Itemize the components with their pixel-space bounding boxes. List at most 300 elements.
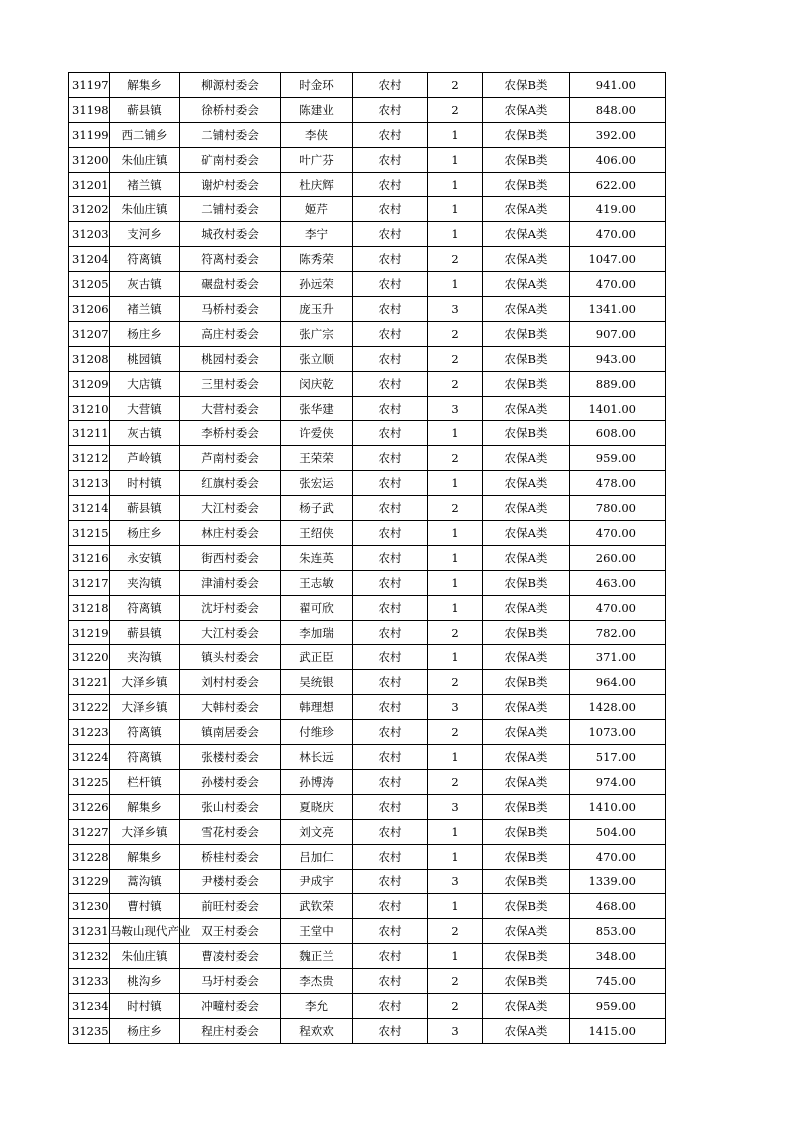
household-count-cell: 3 <box>428 1018 483 1043</box>
amount-cell: 941.00 <box>570 73 666 98</box>
amount-cell: 853.00 <box>570 919 666 944</box>
household-count-cell: 2 <box>428 769 483 794</box>
amount-cell: 1073.00 <box>570 720 666 745</box>
amount-cell: 959.00 <box>570 993 666 1018</box>
name-cell: 翟可欣 <box>281 595 353 620</box>
town-cell: 桃园镇 <box>110 346 180 371</box>
town-cell: 解集乡 <box>110 73 180 98</box>
village-cell: 三里村委会 <box>180 371 281 396</box>
name-cell: 李加瑞 <box>281 620 353 645</box>
household-count-cell: 1 <box>428 172 483 197</box>
household-count-cell: 3 <box>428 396 483 421</box>
amount-cell: 780.00 <box>570 496 666 521</box>
household-count-cell: 2 <box>428 446 483 471</box>
row-number-cell: 31226 <box>69 794 110 819</box>
amount-cell: 622.00 <box>570 172 666 197</box>
table-row <box>69 446 666 471</box>
village-cell: 沈圩村委会 <box>180 595 281 620</box>
category-cell: 农保B类 <box>483 371 570 396</box>
town-cell: 朱仙庄镇 <box>110 197 180 222</box>
name-cell: 李杰贵 <box>281 969 353 994</box>
row-number-cell: 31217 <box>69 570 110 595</box>
household-count-cell: 1 <box>428 197 483 222</box>
row-number-cell: 31213 <box>69 471 110 496</box>
amount-cell: 1410.00 <box>570 794 666 819</box>
town-cell: 蕲县镇 <box>110 97 180 122</box>
table-row <box>69 222 666 247</box>
row-number-cell: 31220 <box>69 645 110 670</box>
name-cell: 韩理想 <box>281 695 353 720</box>
household-count-cell: 2 <box>428 919 483 944</box>
row-number-cell: 31206 <box>69 297 110 322</box>
town-cell: 芦岭镇 <box>110 446 180 471</box>
household-count-cell: 1 <box>428 272 483 297</box>
amount-cell: 1047.00 <box>570 247 666 272</box>
amount-cell: 470.00 <box>570 222 666 247</box>
area-cell: 农村 <box>353 446 428 471</box>
name-cell: 吕加仁 <box>281 844 353 869</box>
town-cell: 夹沟镇 <box>110 570 180 595</box>
town-cell: 灰古镇 <box>110 421 180 446</box>
area-cell: 农村 <box>353 222 428 247</box>
category-cell: 农保B类 <box>483 894 570 919</box>
village-cell: 徐桥村委会 <box>180 97 281 122</box>
household-count-cell: 2 <box>428 97 483 122</box>
household-count-cell: 1 <box>428 894 483 919</box>
area-cell: 农村 <box>353 720 428 745</box>
household-count-cell: 2 <box>428 371 483 396</box>
town-cell: 马鞍山现代产业 <box>110 919 180 944</box>
household-count-cell: 2 <box>428 670 483 695</box>
category-cell: 农保B类 <box>483 620 570 645</box>
household-count-cell: 1 <box>428 421 483 446</box>
area-cell: 农村 <box>353 197 428 222</box>
village-cell: 镇头村委会 <box>180 645 281 670</box>
amount-cell: 848.00 <box>570 97 666 122</box>
category-cell: 农保B类 <box>483 794 570 819</box>
area-cell: 农村 <box>353 73 428 98</box>
category-cell: 农保B类 <box>483 346 570 371</box>
village-cell: 前旺村委会 <box>180 894 281 919</box>
household-count-cell: 1 <box>428 570 483 595</box>
area-cell: 农村 <box>353 421 428 446</box>
table-row <box>69 147 666 172</box>
name-cell: 李宁 <box>281 222 353 247</box>
area-cell: 农村 <box>353 321 428 346</box>
town-cell: 永安镇 <box>110 545 180 570</box>
household-count-cell: 2 <box>428 720 483 745</box>
name-cell: 闵庆乾 <box>281 371 353 396</box>
category-cell: 农保A类 <box>483 545 570 570</box>
amount-cell: 260.00 <box>570 545 666 570</box>
town-cell: 符离镇 <box>110 745 180 770</box>
category-cell: 农保A类 <box>483 695 570 720</box>
name-cell: 王荣荣 <box>281 446 353 471</box>
household-count-cell: 3 <box>428 869 483 894</box>
table-row <box>69 122 666 147</box>
table-row <box>69 570 666 595</box>
name-cell: 陈秀荣 <box>281 247 353 272</box>
category-cell: 农保B类 <box>483 969 570 994</box>
category-cell: 农保B类 <box>483 844 570 869</box>
table-row <box>69 521 666 546</box>
area-cell: 农村 <box>353 595 428 620</box>
category-cell: 农保A类 <box>483 919 570 944</box>
name-cell: 武正臣 <box>281 645 353 670</box>
row-number-cell: 31230 <box>69 894 110 919</box>
table-row <box>69 371 666 396</box>
town-cell: 褚兰镇 <box>110 297 180 322</box>
village-cell: 津浦村委会 <box>180 570 281 595</box>
amount-cell: 371.00 <box>570 645 666 670</box>
row-number-cell: 31231 <box>69 919 110 944</box>
row-number-cell: 31205 <box>69 272 110 297</box>
village-cell: 大营村委会 <box>180 396 281 421</box>
table-row <box>69 993 666 1018</box>
name-cell: 李侠 <box>281 122 353 147</box>
household-count-cell: 1 <box>428 147 483 172</box>
area-cell: 农村 <box>353 844 428 869</box>
household-count-cell: 3 <box>428 794 483 819</box>
name-cell: 姬芹 <box>281 197 353 222</box>
name-cell: 许爱侠 <box>281 421 353 446</box>
table-row <box>69 844 666 869</box>
village-cell: 马桥村委会 <box>180 297 281 322</box>
town-cell: 蒿沟镇 <box>110 869 180 894</box>
village-cell: 矿南村委会 <box>180 147 281 172</box>
village-cell: 程庄村委会 <box>180 1018 281 1043</box>
name-cell: 刘文亮 <box>281 819 353 844</box>
row-number-cell: 31223 <box>69 720 110 745</box>
town-cell: 大泽乡镇 <box>110 670 180 695</box>
amount-cell: 943.00 <box>570 346 666 371</box>
area-cell: 农村 <box>353 147 428 172</box>
village-cell: 桃园村委会 <box>180 346 281 371</box>
village-cell: 林庄村委会 <box>180 521 281 546</box>
area-cell: 农村 <box>353 122 428 147</box>
village-cell: 大韩村委会 <box>180 695 281 720</box>
category-cell: 农保B类 <box>483 819 570 844</box>
row-number-cell: 31210 <box>69 396 110 421</box>
table-row <box>69 769 666 794</box>
data-table <box>68 72 666 1044</box>
household-count-cell: 1 <box>428 471 483 496</box>
town-cell: 栏杆镇 <box>110 769 180 794</box>
household-count-cell: 3 <box>428 297 483 322</box>
village-cell: 双王村委会 <box>180 919 281 944</box>
area-cell: 农村 <box>353 919 428 944</box>
category-cell: 农保B类 <box>483 73 570 98</box>
category-cell: 农保B类 <box>483 869 570 894</box>
table-row <box>69 545 666 570</box>
town-cell: 大泽乡镇 <box>110 819 180 844</box>
amount-cell: 463.00 <box>570 570 666 595</box>
amount-cell: 478.00 <box>570 471 666 496</box>
table-row <box>69 172 666 197</box>
household-count-cell: 2 <box>428 346 483 371</box>
area-cell: 农村 <box>353 894 428 919</box>
village-cell: 雪花村委会 <box>180 819 281 844</box>
area-cell: 农村 <box>353 794 428 819</box>
village-cell: 马圩村委会 <box>180 969 281 994</box>
name-cell: 魏正兰 <box>281 944 353 969</box>
amount-cell: 1401.00 <box>570 396 666 421</box>
row-number-cell: 31235 <box>69 1018 110 1043</box>
name-cell: 朱连英 <box>281 545 353 570</box>
area-cell: 农村 <box>353 172 428 197</box>
household-count-cell: 1 <box>428 545 483 570</box>
table-row <box>69 969 666 994</box>
town-cell: 符离镇 <box>110 720 180 745</box>
table-row <box>69 321 666 346</box>
name-cell: 陈建业 <box>281 97 353 122</box>
name-cell: 付维珍 <box>281 720 353 745</box>
amount-cell: 419.00 <box>570 197 666 222</box>
area-cell: 农村 <box>353 297 428 322</box>
amount-cell: 406.00 <box>570 147 666 172</box>
category-cell: 农保A类 <box>483 993 570 1018</box>
town-cell: 大营镇 <box>110 396 180 421</box>
town-cell: 解集乡 <box>110 794 180 819</box>
village-cell: 镇南居委会 <box>180 720 281 745</box>
area-cell: 农村 <box>353 371 428 396</box>
area-cell: 农村 <box>353 944 428 969</box>
town-cell: 桃沟乡 <box>110 969 180 994</box>
name-cell: 杨子武 <box>281 496 353 521</box>
area-cell: 农村 <box>353 645 428 670</box>
row-number-cell: 31219 <box>69 620 110 645</box>
name-cell: 孙远荣 <box>281 272 353 297</box>
village-cell: 大江村委会 <box>180 496 281 521</box>
name-cell: 张宏运 <box>281 471 353 496</box>
category-cell: 农保A类 <box>483 297 570 322</box>
category-cell: 农保B类 <box>483 321 570 346</box>
area-cell: 农村 <box>353 869 428 894</box>
household-count-cell: 1 <box>428 521 483 546</box>
row-number-cell: 31203 <box>69 222 110 247</box>
row-number-cell: 31229 <box>69 869 110 894</box>
amount-cell: 964.00 <box>570 670 666 695</box>
table-body <box>69 73 666 1044</box>
category-cell: 农保A类 <box>483 247 570 272</box>
name-cell: 张华建 <box>281 396 353 421</box>
category-cell: 农保A类 <box>483 471 570 496</box>
town-cell: 大店镇 <box>110 371 180 396</box>
area-cell: 农村 <box>353 969 428 994</box>
town-cell: 蕲县镇 <box>110 496 180 521</box>
category-cell: 农保A类 <box>483 1018 570 1043</box>
area-cell: 农村 <box>353 993 428 1018</box>
table-row <box>69 944 666 969</box>
row-number-cell: 31198 <box>69 97 110 122</box>
name-cell: 吴统银 <box>281 670 353 695</box>
amount-cell: 470.00 <box>570 272 666 297</box>
name-cell: 李允 <box>281 993 353 1018</box>
area-cell: 农村 <box>353 496 428 521</box>
town-cell: 杨庄乡 <box>110 1018 180 1043</box>
name-cell: 程欢欢 <box>281 1018 353 1043</box>
table-row <box>69 819 666 844</box>
amount-cell: 974.00 <box>570 769 666 794</box>
table-row <box>69 919 666 944</box>
row-number-cell: 31222 <box>69 695 110 720</box>
household-count-cell: 1 <box>428 745 483 770</box>
village-cell: 桥桂村委会 <box>180 844 281 869</box>
town-cell: 符离镇 <box>110 595 180 620</box>
category-cell: 农保A类 <box>483 396 570 421</box>
table-row <box>69 471 666 496</box>
row-number-cell: 31204 <box>69 247 110 272</box>
area-cell: 农村 <box>353 247 428 272</box>
table-row <box>69 247 666 272</box>
amount-cell: 392.00 <box>570 122 666 147</box>
category-cell: 农保B类 <box>483 944 570 969</box>
category-cell: 农保A类 <box>483 272 570 297</box>
area-cell: 农村 <box>353 819 428 844</box>
amount-cell: 1415.00 <box>570 1018 666 1043</box>
household-count-cell: 2 <box>428 993 483 1018</box>
name-cell: 张立顺 <box>281 346 353 371</box>
household-count-cell: 2 <box>428 969 483 994</box>
household-count-cell: 2 <box>428 321 483 346</box>
area-cell: 农村 <box>353 346 428 371</box>
area-cell: 农村 <box>353 1018 428 1043</box>
area-cell: 农村 <box>353 545 428 570</box>
village-cell: 张山村委会 <box>180 794 281 819</box>
town-cell: 杨庄乡 <box>110 521 180 546</box>
category-cell: 农保B类 <box>483 421 570 446</box>
area-cell: 农村 <box>353 695 428 720</box>
town-cell: 蕲县镇 <box>110 620 180 645</box>
amount-cell: 348.00 <box>570 944 666 969</box>
name-cell: 孙博涛 <box>281 769 353 794</box>
village-cell: 红旗村委会 <box>180 471 281 496</box>
row-number-cell: 31227 <box>69 819 110 844</box>
table-row <box>69 645 666 670</box>
table-row <box>69 73 666 98</box>
town-cell: 褚兰镇 <box>110 172 180 197</box>
category-cell: 农保A类 <box>483 197 570 222</box>
category-cell: 农保A类 <box>483 222 570 247</box>
table-row <box>69 197 666 222</box>
row-number-cell: 31225 <box>69 769 110 794</box>
area-cell: 农村 <box>353 272 428 297</box>
town-cell: 夹沟镇 <box>110 645 180 670</box>
name-cell: 叶广芬 <box>281 147 353 172</box>
area-cell: 农村 <box>353 620 428 645</box>
household-count-cell: 2 <box>428 496 483 521</box>
amount-cell: 608.00 <box>570 421 666 446</box>
household-count-cell: 1 <box>428 819 483 844</box>
village-cell: 碾盘村委会 <box>180 272 281 297</box>
town-cell: 曹村镇 <box>110 894 180 919</box>
village-cell: 李桥村委会 <box>180 421 281 446</box>
row-number-cell: 31202 <box>69 197 110 222</box>
village-cell: 冲疃村委会 <box>180 993 281 1018</box>
household-count-cell: 2 <box>428 247 483 272</box>
area-cell: 农村 <box>353 97 428 122</box>
name-cell: 王志敏 <box>281 570 353 595</box>
amount-cell: 1428.00 <box>570 695 666 720</box>
village-cell: 曹凌村委会 <box>180 944 281 969</box>
name-cell: 张广宗 <box>281 321 353 346</box>
village-cell: 二铺村委会 <box>180 197 281 222</box>
village-cell: 柳源村委会 <box>180 73 281 98</box>
name-cell: 王绍侠 <box>281 521 353 546</box>
category-cell: 农保B类 <box>483 147 570 172</box>
village-cell: 尹楼村委会 <box>180 869 281 894</box>
table-row <box>69 297 666 322</box>
category-cell: 农保A类 <box>483 595 570 620</box>
town-cell: 时村镇 <box>110 471 180 496</box>
name-cell: 时金环 <box>281 73 353 98</box>
row-number-cell: 31197 <box>69 73 110 98</box>
village-cell: 刘村村委会 <box>180 670 281 695</box>
table-row <box>69 794 666 819</box>
row-number-cell: 31200 <box>69 147 110 172</box>
category-cell: 农保A类 <box>483 521 570 546</box>
household-count-cell: 1 <box>428 844 483 869</box>
table-row <box>69 396 666 421</box>
table-row <box>69 620 666 645</box>
name-cell: 林长远 <box>281 745 353 770</box>
table-row <box>69 894 666 919</box>
row-number-cell: 31208 <box>69 346 110 371</box>
table-row <box>69 720 666 745</box>
town-cell: 时村镇 <box>110 993 180 1018</box>
amount-cell: 959.00 <box>570 446 666 471</box>
area-cell: 农村 <box>353 570 428 595</box>
household-count-cell: 1 <box>428 222 483 247</box>
category-cell: 农保A类 <box>483 745 570 770</box>
table-row <box>69 421 666 446</box>
table-row <box>69 595 666 620</box>
name-cell: 夏晓庆 <box>281 794 353 819</box>
category-cell: 农保A类 <box>483 720 570 745</box>
area-cell: 农村 <box>353 396 428 421</box>
row-number-cell: 31234 <box>69 993 110 1018</box>
town-cell: 灰古镇 <box>110 272 180 297</box>
town-cell: 符离镇 <box>110 247 180 272</box>
village-cell: 二铺村委会 <box>180 122 281 147</box>
town-cell: 杨庄乡 <box>110 321 180 346</box>
category-cell: 农保A类 <box>483 97 570 122</box>
area-cell: 农村 <box>353 745 428 770</box>
row-number-cell: 31211 <box>69 421 110 446</box>
row-number-cell: 31201 <box>69 172 110 197</box>
town-cell: 大泽乡镇 <box>110 695 180 720</box>
area-cell: 农村 <box>353 521 428 546</box>
category-cell: 农保A类 <box>483 769 570 794</box>
row-number-cell: 31232 <box>69 944 110 969</box>
household-count-cell: 1 <box>428 645 483 670</box>
amount-cell: 468.00 <box>570 894 666 919</box>
household-count-cell: 1 <box>428 595 483 620</box>
row-number-cell: 31215 <box>69 521 110 546</box>
amount-cell: 745.00 <box>570 969 666 994</box>
village-cell: 芦南村委会 <box>180 446 281 471</box>
village-cell: 大江村委会 <box>180 620 281 645</box>
amount-cell: 504.00 <box>570 819 666 844</box>
category-cell: 农保B类 <box>483 570 570 595</box>
town-cell: 支河乡 <box>110 222 180 247</box>
town-cell: 朱仙庄镇 <box>110 944 180 969</box>
category-cell: 农保A类 <box>483 496 570 521</box>
table-row <box>69 1018 666 1043</box>
name-cell: 武钦荣 <box>281 894 353 919</box>
table-row <box>69 869 666 894</box>
table-row <box>69 496 666 521</box>
